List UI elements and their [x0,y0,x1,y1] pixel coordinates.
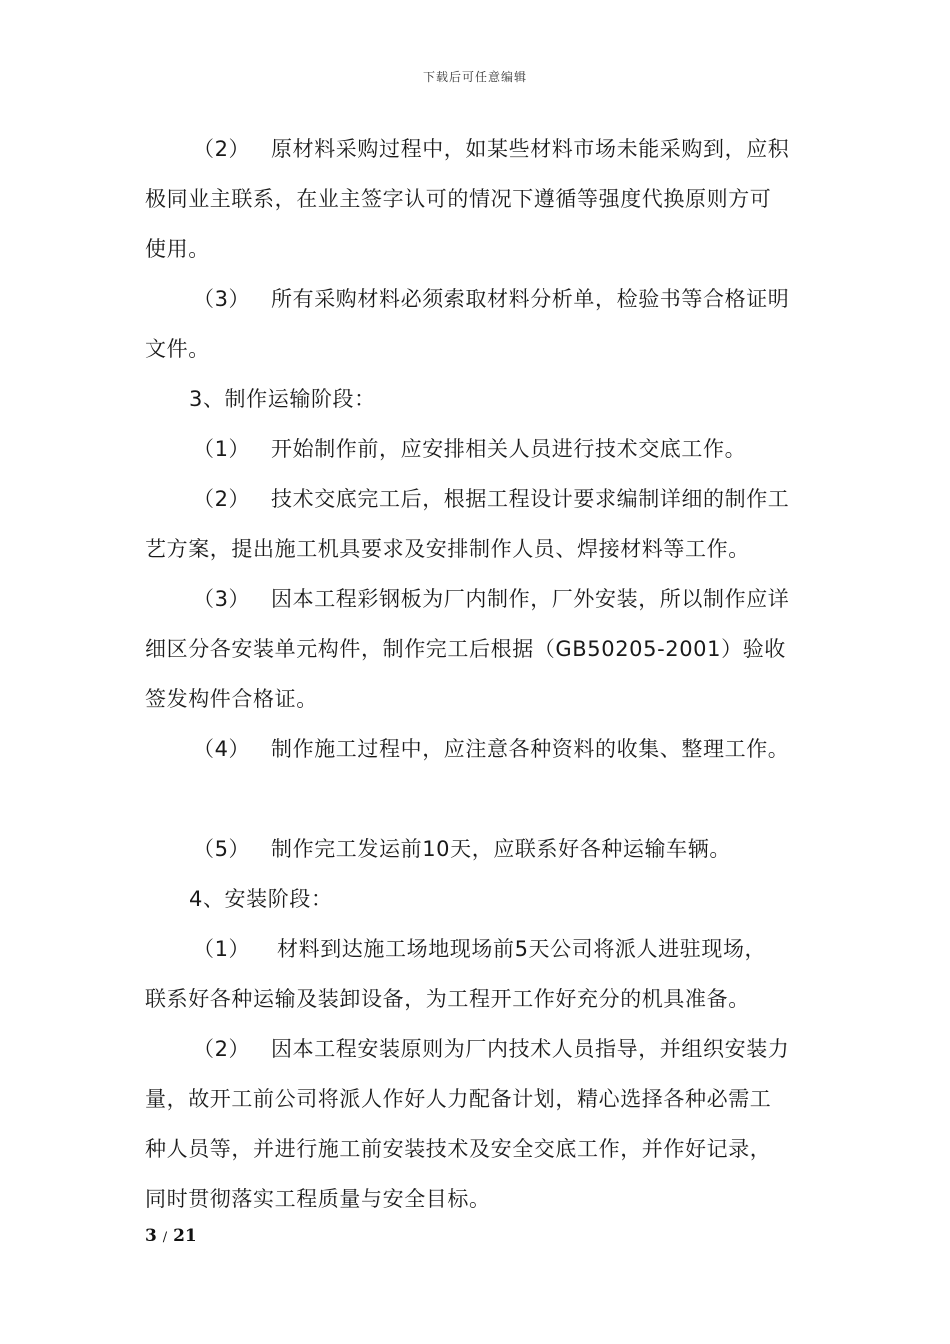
paragraph-text: 技术交底完工后，根据工程设计要求编制详细的制作工 [271,487,790,511]
paragraph-line [145,578,810,628]
paragraph-line: 艺方案，提出施工机具要求及安排制作人员、焊接材料等工作。 [145,537,750,561]
paragraph-line [145,478,810,528]
item-number: （3） [193,287,251,311]
paragraph-line [145,728,810,778]
paragraph-line: 文件。 [145,337,210,361]
blank-line [145,778,810,828]
paragraph-line [145,1028,810,1078]
paragraph-text: 开始制作前，应安排相关人员进行技术交底工作。 [271,437,747,461]
paragraph-line: 联系好各种运输及装卸设备，为工程开工作好充分的机具准备。 [145,987,750,1011]
page-number [145,1226,197,1246]
item-number: （1） [193,437,251,461]
total-pages: 21 [173,1226,197,1246]
paragraph-line: 极同业主联系，在业主签字认可的情况下遵循等强度代换原则方可 [145,187,772,211]
paragraph-line: 使用。 [145,237,210,261]
paragraph-line [145,128,810,178]
paragraph-line [145,828,810,878]
paragraph-line: 量，故开工前公司将派人作好人力配备计划，精心选择各种必需工 [145,1087,772,1111]
current-page: 3 [145,1226,157,1246]
item-number: （2） [193,1037,251,1061]
item-number: （4） [193,737,251,761]
item-number: （5） [193,837,251,861]
document-body [145,128,810,1228]
paragraph-line [145,278,810,328]
paragraph-text: 因本工程安装原则为厂内技术人员指导，并组织安装力 [271,1037,790,1061]
paragraph-text: 所有采购材料必须索取材料分析单，检验书等合格证明 [271,287,790,311]
paragraph-line: 签发构件合格证。 [145,687,318,711]
paragraph-line [145,428,810,478]
item-number: （3） [193,587,251,611]
section-heading: 3、制作运输阶段： [189,387,376,411]
paragraph-line: 同时贯彻落实工程质量与安全目标。 [145,1187,491,1211]
paragraph-text: 制作完工发运前10天，应联系好各种运输车辆。 [271,837,731,861]
item-number: （2） [193,137,251,161]
paragraph-text: 因本工程彩钢板为厂内制作，厂外安装，所以制作应详 [271,587,790,611]
paragraph-text: 制作施工过程中，应注意各种资料的收集、整理工作。 [271,737,790,761]
page-separator: / [162,1230,168,1245]
paragraph-line: 细区分各安装单元构件，制作完工后根据（GB50205-2001）验收 [145,637,786,661]
page-header: 下载后可任意编辑 [422,70,527,84]
item-number: （2） [193,487,251,511]
item-number: （1） [193,937,251,961]
paragraph-text: 原材料采购过程中，如某些材料市场未能采购到，应积 [271,137,790,161]
section-heading: 4、安装阶段： [189,887,333,911]
paragraph-text: 材料到达施工场地现场前5天公司将派人进驻现场， [277,937,767,961]
paragraph-line [145,928,810,978]
paragraph-line: 种人员等，并进行施工前安装技术及安全交底工作，并作好记录， [145,1137,772,1161]
